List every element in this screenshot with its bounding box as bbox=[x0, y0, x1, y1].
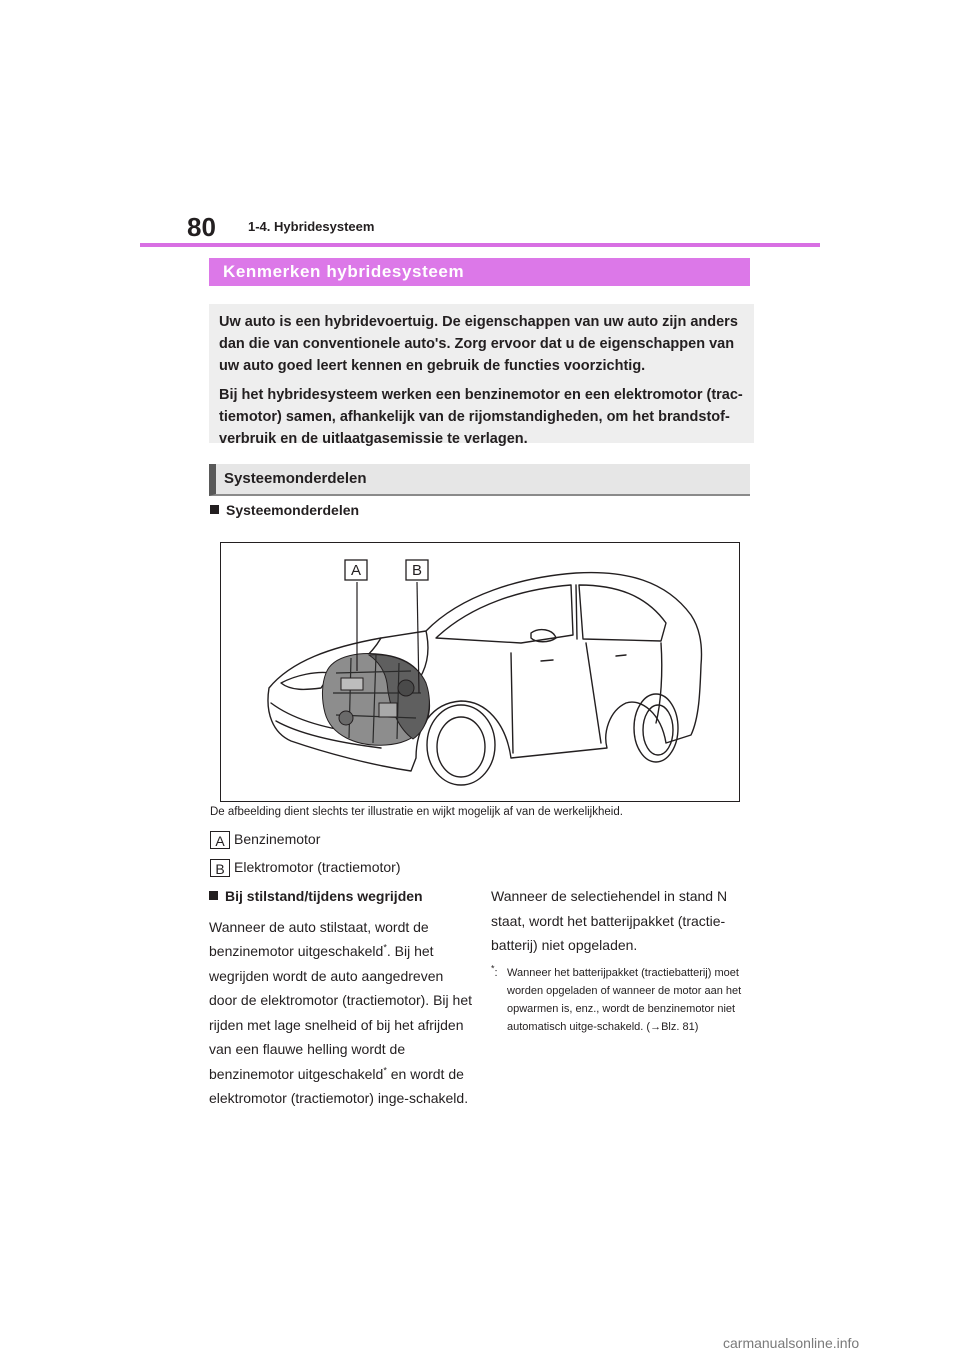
footnote-marker: *: bbox=[491, 962, 498, 979]
left-column bbox=[209, 884, 474, 1111]
intro-paragraph-2: Bij het hybridesysteem werken een benzinemotor en een elektromotor (trac-tiemotor) samen, afhankelijk van de rijomstandigheden, om het brandstof-verbruik en de uitlaatgasemissie te verlagen. bbox=[219, 387, 743, 447]
legend-item-a bbox=[210, 829, 320, 849]
bullet-square-icon bbox=[209, 891, 218, 900]
body-text: en wordt de elektromotor (tractiemotor) inge-schakeld. bbox=[209, 1065, 469, 1106]
hybrid-car-illustration bbox=[221, 543, 740, 802]
footnote-asterisk: * bbox=[491, 962, 495, 973]
subsection-heading: Systeemonderdelen bbox=[209, 464, 750, 496]
page-number: 80 bbox=[187, 212, 216, 242]
neutral-paragraph: Wanneer de selectiehendel in stand N staat, wordt het batterijpakket (tractie-batterij) niet opgeladen. bbox=[491, 888, 728, 953]
legend-text-a: Benzinemotor bbox=[234, 831, 321, 847]
footnote-mark: * bbox=[383, 942, 387, 953]
legend-badge-a: A bbox=[210, 831, 230, 849]
bullet-heading-text: Systeemonderdelen bbox=[226, 502, 360, 518]
bullet-heading-text: Bij stilstand/tijdens wegrijden bbox=[225, 888, 423, 904]
right-column bbox=[491, 884, 761, 1036]
figure-caption: De afbeelding dient slechts ter illustratie en wijkt mogelijk af van de werkelijkheid. bbox=[210, 806, 623, 818]
legend-text-b: Elektromotor (tractiemotor) bbox=[234, 859, 401, 875]
page-title: Kenmerken hybridesysteem bbox=[209, 258, 750, 286]
body-text: Wanneer de auto stilstaat, wordt de benzinemotor uitgeschakeld bbox=[209, 918, 429, 959]
watermark: carmanualsonline.info bbox=[723, 1335, 860, 1351]
intro-box bbox=[209, 304, 754, 447]
car-illustration-figure bbox=[220, 542, 740, 802]
bullet-heading-components bbox=[210, 502, 359, 518]
label-b: B bbox=[411, 562, 423, 579]
legend-badge-b: B bbox=[210, 859, 230, 877]
standstill-paragraph bbox=[209, 915, 474, 1111]
intro-paragraph-1: Uw auto is een hybridevoertuig. De eigenschappen van uw auto zijn anders dan die van conventionele auto's. Zorg ervoor dat u de eigenschappen van uw auto goed leert kennen en gebruik de functies voorzichtig. bbox=[219, 314, 738, 374]
legend-item-b bbox=[210, 857, 400, 877]
body-text: . Bij het wegrijden wordt de auto aangedreven door de elektromotor (tractiemotor). Bij het rijden met lage snelheid of bij het afrijden van een flauwe helling wordt de benzinemotor uitgeschakeld bbox=[209, 943, 472, 1082]
footnote-mark: * bbox=[383, 1064, 387, 1075]
section-label: 1-4. Hybridesysteem bbox=[248, 219, 375, 234]
label-a: A bbox=[350, 562, 362, 579]
footnote-text: Wanneer het batterijpakket (tractiebatterij) moet worden opgeladen of wanneer de motor aan het opwarmen is, enz., wordt de benzinemotor niet automatisch uitge-schakeld. (→Blz. 81) bbox=[507, 966, 742, 1033]
footnote bbox=[491, 964, 761, 1036]
bullet-square-icon bbox=[210, 505, 219, 514]
bullet-heading-standstill bbox=[209, 884, 474, 909]
header-rule bbox=[140, 243, 820, 247]
